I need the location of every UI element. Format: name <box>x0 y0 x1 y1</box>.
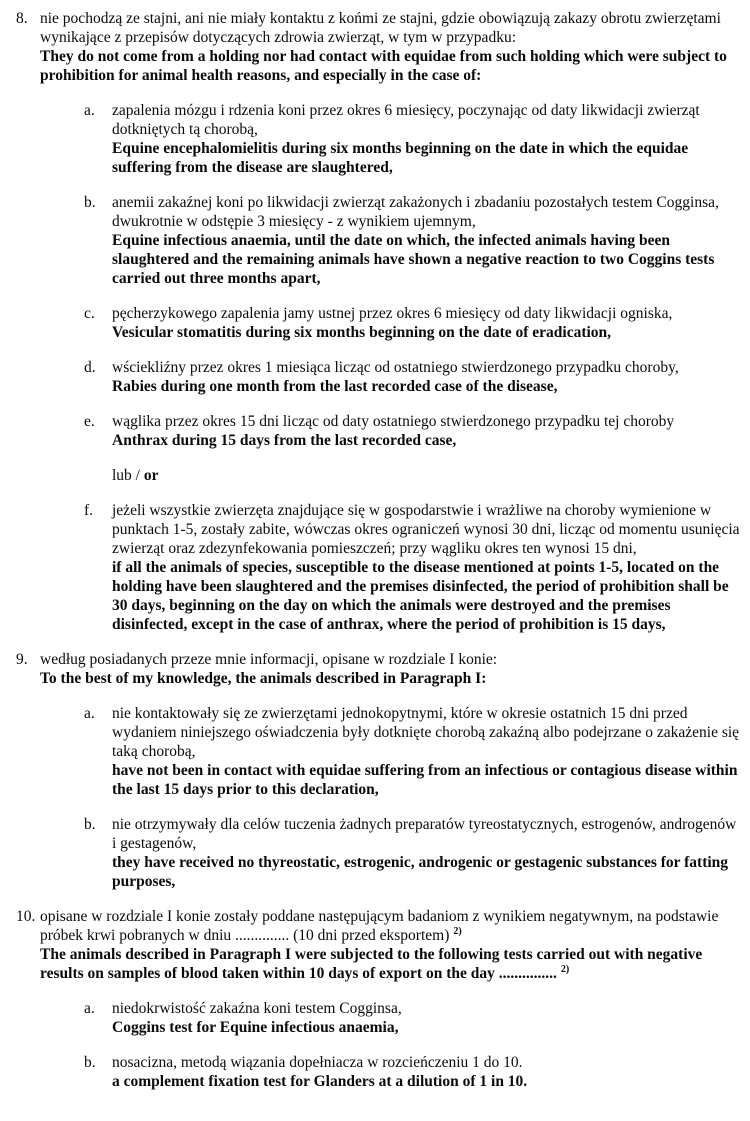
item-9b-english-text: they have received no thyreostatic, estrogenic, androgenic or gestagenic substances for fatting purposes, <box>112 854 729 890</box>
item-8a-polish-text: zapalenia mózgu i rdzenia koni przez okres 6 miesięcy, poczynając od daty likwidacji zwierząt dotkniętych tą chorobą, <box>112 102 700 138</box>
list-item-9 <box>0 650 750 891</box>
or-connector <box>0 466 750 485</box>
item-9b-letter: b. <box>84 816 96 833</box>
item-10-english-text <box>40 945 744 983</box>
list-item-8b <box>0 193 750 288</box>
item-10b-english-text: a complement fixation test for Glanders at a dilution of 1 in 10. <box>112 1073 528 1090</box>
item-8d-polish-text: wściekliźny przez okres 1 miesiąca licząc od ostatniego stwierdzonego przypadku choroby, <box>112 359 679 376</box>
item-8a-english-text: Equine encephalomielitis during six months beginning on the date in which the equidae suffering from the disease are slaughtered, <box>112 140 689 176</box>
item-8-statement <box>0 9 750 85</box>
item-8e-polish-text: wąglika przez okres 15 dni licząc od daty ostatniego stwierdzonego przypadku tej choroby <box>112 413 675 430</box>
item-9-english-text: To the best of my knowledge, the animals described in Paragraph I: <box>40 670 487 687</box>
or-connector-english: or <box>143 467 159 484</box>
item-8c-letter: c. <box>84 305 95 322</box>
item-10-polish-body: opisane w rozdziale I konie zostały poddane następującym badaniom z wynikiem negatywnym, na podstawie próbek krwi pobranych w dniu .............. (10 dni przed eksportem) <box>40 908 719 944</box>
item-10-english-body: The animals described in Paragraph I were subjected to the following tests carried out with negative results on samples of blood taken within 10 days of export on the day ............... <box>40 946 703 982</box>
item-10a-polish-text: niedokrwistość zakaźna koni testem Cogginsa, <box>112 1000 402 1017</box>
list-item-8c <box>0 304 750 342</box>
list-item-8a <box>0 101 750 177</box>
list-item-8d <box>0 358 750 396</box>
list-item-10a <box>0 999 750 1037</box>
item-10a-letter: a. <box>84 1000 95 1017</box>
item-8-english-text: They do not come from a holding nor had contact with equidae from such holding which were subject to prohibition for animal health reasons, and especially in the case of: <box>40 48 727 84</box>
item-8d-letter: d. <box>84 359 96 376</box>
item-8b-letter: b. <box>84 194 96 211</box>
item-8b-polish-text: anemii zakaźnej koni po likwidacji zwierząt zakażonych i zbadaniu pozostałych testem Cogginsa, dwukrotnie w odstępie 3 miesięcy - z wynikiem ujemnym, <box>112 194 719 230</box>
item-9-number: 9. <box>16 651 28 668</box>
item-10a-english-text: Coggins test for Equine infectious anaemia, <box>112 1019 399 1036</box>
item-10-polish-footnote-ref: 2) <box>453 925 462 937</box>
item-10b-letter: b. <box>84 1054 96 1071</box>
item-8a-letter: a. <box>84 102 95 119</box>
item-8e-letter: e. <box>84 413 95 430</box>
item-8-polish-text: nie pochodzą ze stajni, ani nie miały kontaktu z końmi ze stajni, gdzie obowiązują zakazy obrotu zwierzętami wynikające z przepisów dotyczących zdrowia zwierząt, w tym w przypadku: <box>40 10 721 46</box>
item-8b-english-text: Equine infectious anaemia, until the date on which, the infected animals having been slaughtered and the remaining animals have shown a negative reaction to two Coggins tests carried out three months apart, <box>112 232 715 287</box>
list-item-9b <box>0 815 750 891</box>
list-item-8 <box>0 9 750 634</box>
item-9a-english-text: have not been in contact with equidae suffering from an infectious or contagious disease within the last 15 days prior to this declaration, <box>112 762 738 798</box>
item-8f-letter: f. <box>84 502 94 519</box>
item-9a-polish-text: nie kontaktowały się ze zwierzętami jednokopytnymi, które w okresie ostatnich 15 dni przed wydaniem niniejszego oświadczenia były dotknięte chorobą zakaźną albo podejrzane o zakażenie się taką chorobą, <box>112 705 740 760</box>
item-8e-english-text: Anthrax during 15 days from the last recorded case, <box>112 432 457 449</box>
list-item-9a <box>0 704 750 799</box>
or-connector-polish: lub / <box>112 467 140 484</box>
item-10b-polish-text: nosacizna, metodą wiązania dopełniacza w rozcieńczeniu 1 do 10. <box>112 1054 523 1071</box>
item-10-number: 10. <box>16 908 36 925</box>
item-8d-english-text: Rabies during one month from the last recorded case of the disease, <box>112 378 558 395</box>
item-10-statement <box>0 907 750 983</box>
item-9b-polish-text: nie otrzymywały dla celów tuczenia żadnych preparatów tyreostatycznych, estrogenów, androgenów i gestagenów, <box>112 816 737 852</box>
item-9-statement <box>0 650 750 688</box>
item-8-number: 8. <box>16 10 28 27</box>
item-8f-english-text: if all the animals of species, susceptible to the disease mentioned at points 1-5, located on the holding have been slaughtered and the premises disinfected, the period of prohibition shall be 30 days, beginning on the day on which the animals were destroyed and the premises disinfected, except in the case of anthrax, where the period of prohibition is 15 days, <box>112 559 729 633</box>
list-item-10 <box>0 907 750 1091</box>
item-9a-letter: a. <box>84 705 95 722</box>
list-item-8e <box>0 412 750 450</box>
list-item-8f <box>0 501 750 634</box>
item-10-english-footnote-ref: 2) <box>560 963 570 975</box>
item-8c-english-text: Vesicular stomatitis during six months beginning on the date of eradication, <box>112 324 612 341</box>
list-item-10b <box>0 1053 750 1091</box>
item-9-polish-text: według posiadanych przeze mnie informacji, opisane w rozdziale I konie: <box>40 651 498 668</box>
item-10-polish-text <box>40 907 744 945</box>
item-8f-polish-text: jeżeli wszystkie zwierzęta znajdujące się w gospodarstwie i wrażliwe na choroby wymienione w punktach 1-5, zostały zabite, wówczas okres ograniczeń wynosi 30 dni, licząc od momentu usunięcia zwierząt oraz zdezynfekowania pomieszczeń; przy wągliku okres ten wynosi 15 dni, <box>112 502 740 557</box>
item-8c-polish-text: pęcherzykowego zapalenia jamy ustnej przez okres 6 miesięcy od daty likwidacji ogniska, <box>112 305 673 322</box>
